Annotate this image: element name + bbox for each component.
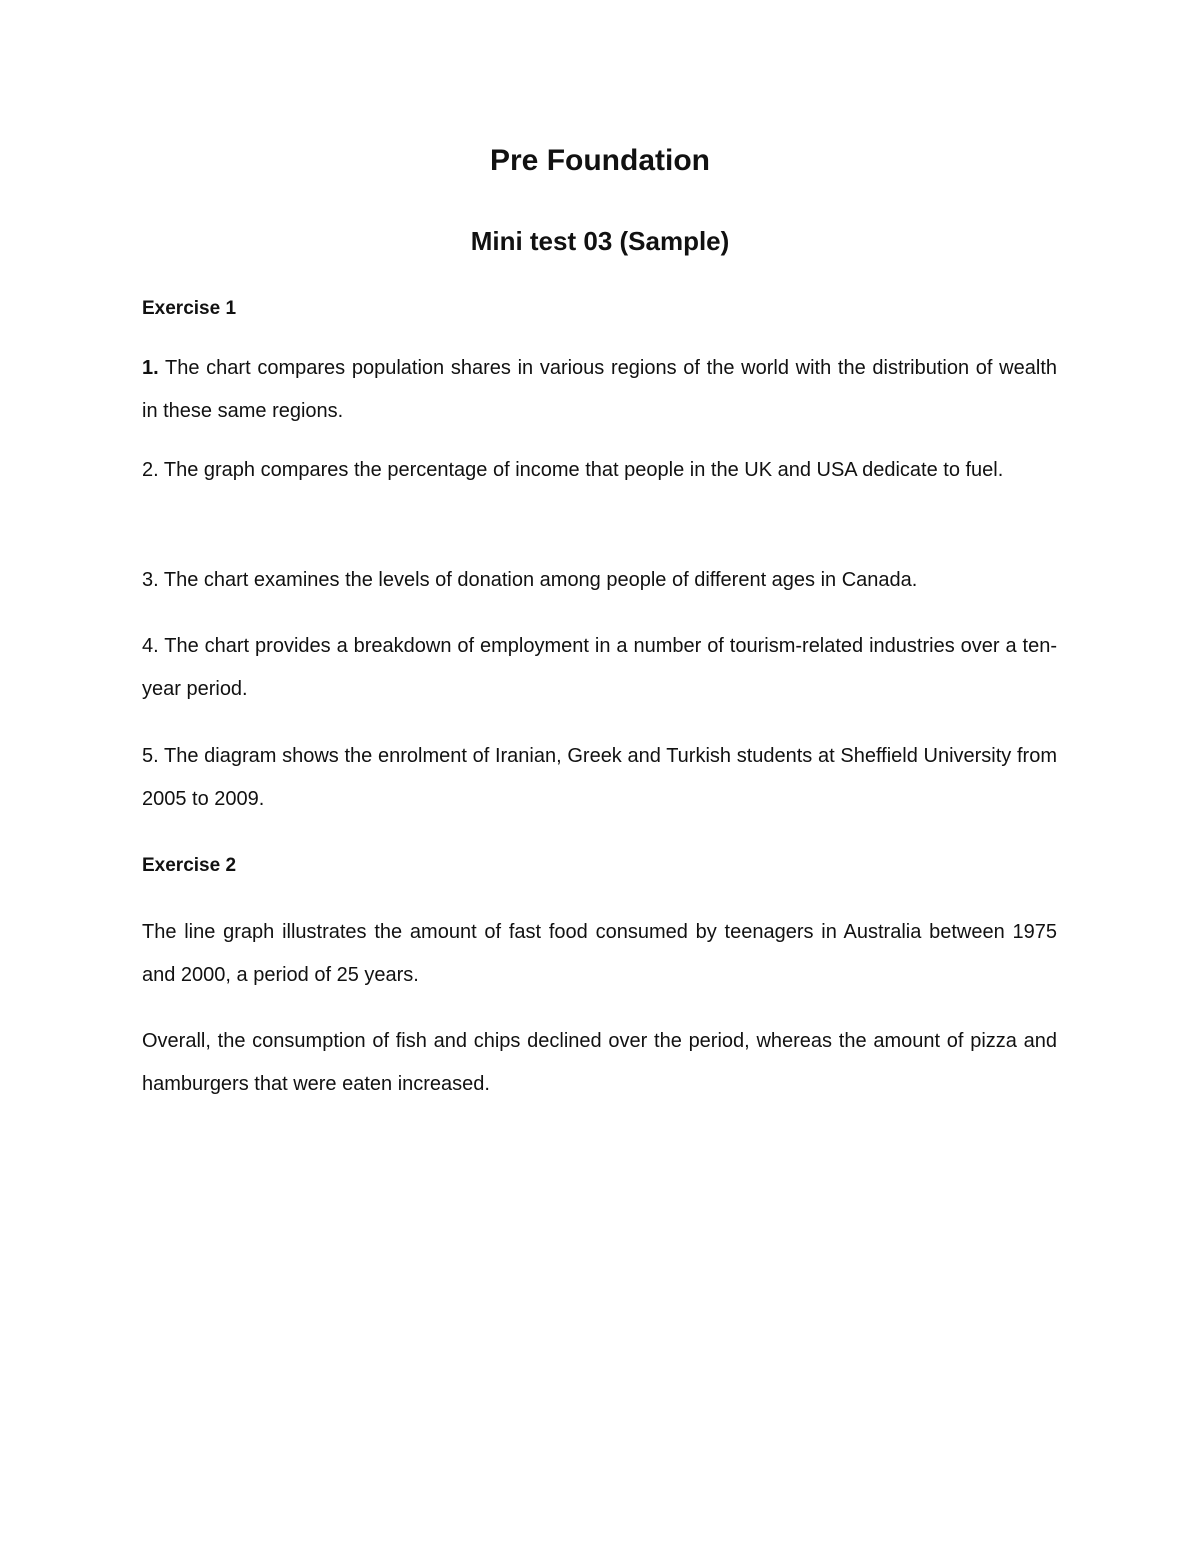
exercise-2-paragraph-2: Overall, the consumption of fish and chips declined over the period, whereas the amount of pizza and hamburgers that were eaten increased. [142,1030,1057,1095]
exercise-2-heading: Exercise 2 [142,855,237,876]
exercise-1-item-2 [142,449,1057,492]
item-text: The diagram shows the enrolment of Iranian, Greek and Turkish students at Sheffield University from 2005 to 2009. [142,745,1057,810]
exercise-1-item-4 [142,625,1057,711]
item-number: 2. [142,459,159,481]
item-number: 1. [142,357,159,379]
item-text: The graph compares the percentage of income that people in the UK and USA dedicate to fuel. [158,459,1004,481]
item-number: 3. [142,569,159,591]
item-text: The chart provides a breakdown of employment in a number of tourism-related industries over a ten-year period. [142,635,1057,700]
exercise-1-item-5 [142,735,1057,821]
item-number: 4. [142,635,159,657]
document-subtitle: Mini test 03 (Sample) [470,226,730,256]
document-title: Pre Foundation [490,144,710,177]
item-text: The chart examines the levels of donation among people of different ages in Canada. [158,569,918,591]
exercise-2-paragraph-1: The line graph illustrates the amount of fast food consumed by teenagers in Australia between 1975 and 2000, a period of 25 years. [142,921,1057,986]
exercise-1-item-1 [142,347,1057,433]
item-text: The chart compares population shares in various regions of the world with the distribution of wealth in these same regions. [142,357,1057,422]
exercise-1-item-3 [142,559,1057,602]
exercise-1-heading: Exercise 1 [142,298,237,319]
item-number: 5. [142,745,159,767]
